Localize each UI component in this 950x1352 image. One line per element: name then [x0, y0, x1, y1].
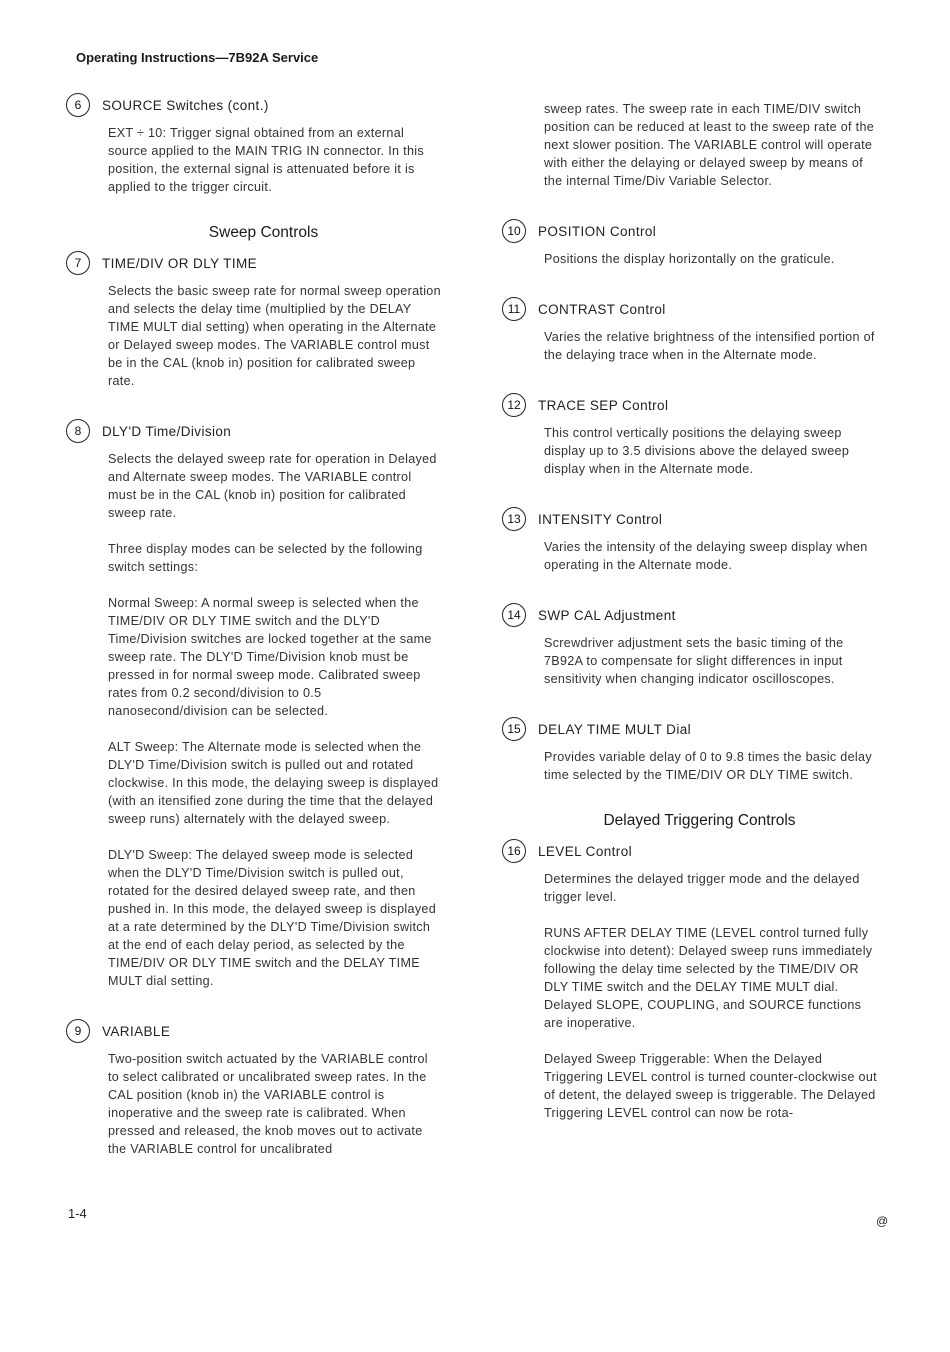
item-dlyd-time-division — [66, 418, 441, 990]
section-heading-delayed-triggering: Delayed Triggering Controls — [603, 812, 796, 829]
item-title: TRACE SEP Control — [538, 397, 669, 413]
item-title: DELAY TIME MULT Dial — [538, 721, 692, 737]
paragraph: Normal Sweep: A normal sweep is selected when the TIME/DIV OR DLY TIME switch and the DLY'D Time/Division switches are locked together at the same sweep rate. The DLY'D Time/Division knob must be pressed in for normal sweep mode. Calibrated sweep rates from 0.2 second/division to 0.5 nanosecond/division can be selected. — [108, 596, 432, 718]
page-header: Operating Instructions—7B92A Service — [76, 50, 319, 65]
callout-number: 7 — [66, 251, 90, 275]
item-time-div — [66, 250, 441, 390]
item-intensity — [502, 506, 877, 574]
page-number: 1-4 — [68, 1206, 87, 1221]
paragraph: Two-position switch actuated by the VARIABLE control to select calibrated or uncalibrated sweep rates. In the CAL position (knob in) the VARIABLE control is inoperative and the sweep rate is calibrated. When pressed and released, the knob moves out to activate the VARIABLE control for uncalibrated — [108, 1052, 428, 1156]
item-title: CONTRAST Control — [538, 301, 666, 317]
callout-number: 13 — [502, 507, 526, 531]
right-column — [502, 92, 877, 1150]
item-title: SOURCE Switches (cont.) — [102, 97, 269, 113]
callout-number: 6 — [66, 93, 90, 117]
paragraph: sweep rates. The sweep rate in each TIME/DIV switch position can be reduced at least to the sweep rate of the next slower position. The VARIABLE control will operate with either the delaying or delayed sweep by means of the internal Time/Div Variable Selector. — [544, 102, 875, 188]
footer-mark: @ — [876, 1214, 889, 1228]
item-title: VARIABLE — [102, 1023, 171, 1039]
item-level — [502, 838, 877, 1122]
paragraph: Screwdriver adjustment sets the basic timing of the 7B92A to compensate for slight differences in input sensitivity when changing indicator oscilloscopes. — [544, 636, 844, 686]
callout-number: 14 — [502, 603, 526, 627]
item-title: LEVEL Control — [538, 843, 632, 859]
paragraph: Provides variable delay of 0 to 9.8 times the basic delay time selected by the TIME/DIV OR DLY TIME switch. — [544, 750, 872, 782]
callout-number: 11 — [502, 297, 526, 321]
item-source — [66, 92, 441, 196]
item-position — [502, 218, 877, 268]
callout-number: 10 — [502, 219, 526, 243]
item-title: DLY'D Time/Division — [102, 423, 232, 439]
paragraph: Positions the display horizontally on the graticule. — [544, 252, 835, 266]
paragraph: Selects the basic sweep rate for normal sweep operation and selects the delay time (multiplied by the DELAY TIME MULT dial setting) when operating in the Alternate or Delayed sweep modes. The VARIABLE control must be in the CAL (knob in) position for calibrated sweep rate. — [108, 284, 441, 388]
paragraph: EXT ÷ 10: Trigger signal obtained from an external source applied to the MAIN TRIG IN connector. In this position, the external signal is attenuated before it is applied to the trigger circuit. — [108, 126, 424, 194]
paragraph: DLY'D Sweep: The delayed sweep mode is selected when the DLY'D Time/Division switch is pulled out, rotated for the desired delayed sweep rate, and then pushed in. In this mode, the delayed sweep is displayed at a rate determined by the DLY'D Time/Division switch at the end of each delay period, as selected by the TIME/DIV OR DLY TIME switch and the DELAY TIME MULT dial setting. — [108, 848, 437, 988]
item-variable — [66, 1018, 441, 1158]
callout-number: 16 — [502, 839, 526, 863]
item-title: INTENSITY Control — [538, 511, 663, 527]
item-swp-cal — [502, 602, 877, 688]
paragraph: Three display modes can be selected by the following switch settings: — [108, 542, 423, 574]
paragraph: Selects the delayed sweep rate for operation in Delayed and Alternate sweep modes. The VARIABLE control must be in the CAL (knob in) position for calibrated sweep rate. — [108, 452, 437, 520]
item-title: TIME/DIV OR DLY TIME — [102, 255, 258, 271]
item-continued — [502, 100, 877, 190]
left-column — [66, 92, 441, 1186]
item-contrast — [502, 296, 877, 364]
item-delay-time-mult — [502, 716, 877, 784]
callout-number: 8 — [66, 419, 90, 443]
paragraph: Determines the delayed trigger mode and the delayed trigger level. — [544, 872, 860, 904]
section-heading-sweep: Sweep Controls — [208, 224, 319, 241]
paragraph: Delayed Sweep Triggerable: When the Delayed Triggering LEVEL control is turned counter-clockwise out of detent, the delayed sweep is triggerable. The Delayed Triggering LEVEL control can now be rota- — [544, 1052, 877, 1120]
callout-number: 9 — [66, 1019, 90, 1043]
paragraph: ALT Sweep: The Alternate mode is selected when the DLY'D Time/Division switch is pulled out and rotated clockwise. In this mode, the delaying sweep is displayed (with an itensified zone during the time that the delayed sweep runs) alternately with the delayed sweep. — [108, 740, 439, 826]
item-title: SWP CAL Adjustment — [538, 607, 676, 623]
paragraph: RUNS AFTER DELAY TIME (LEVEL control turned fully clockwise into detent): Delayed sweep runs immediately following the delay time selected by the TIME/DIV OR DLY TIME switch and the DELAY TIME MULT dial. Delayed SLOPE, COUPLING, and SOURCE functions are inoperative. — [544, 926, 873, 1030]
item-title: POSITION Control — [538, 223, 657, 239]
paragraph: This control vertically positions the delaying sweep display up to 3.5 divisions above the delayed sweep display when in the Alternate mode. — [544, 426, 850, 476]
item-trace-sep — [502, 392, 877, 478]
paragraph: Varies the intensity of the delaying sweep display when operating in the Alternate mode. — [544, 540, 868, 572]
paragraph: Varies the relative brightness of the intensified portion of the delaying trace when in the Alternate mode. — [544, 330, 875, 362]
callout-number: 15 — [502, 717, 526, 741]
callout-number: 12 — [502, 393, 526, 417]
